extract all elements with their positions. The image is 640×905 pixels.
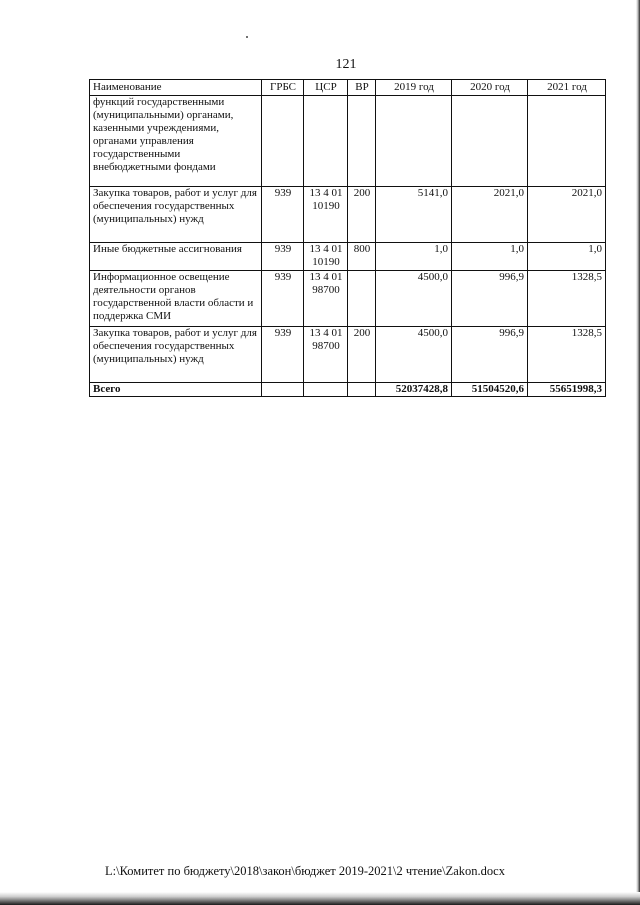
scan-edge-bottom (0, 892, 640, 905)
row-name: Иные бюджетные ассигнования (90, 243, 262, 271)
row-grbs (262, 96, 304, 187)
header-2019: 2019 год (376, 80, 452, 96)
total-label: Всего (90, 383, 262, 397)
row-value-2019 (376, 96, 452, 187)
header-csr: ЦСР (304, 80, 348, 96)
row-name: функций государственными (муниципальными) органами, казенными учреждениями, органами управления государственными внебюджетными фондами (90, 96, 262, 187)
total-vr-empty (348, 383, 376, 397)
header-2021: 2021 год (528, 80, 606, 96)
row-name: Закупка товаров, работ и услуг для обеспечения государственных (муниципальных) нужд (90, 187, 262, 243)
table-header-row (90, 80, 606, 96)
row-value-2021 (528, 96, 606, 187)
row-value-2019: 4500,0 (376, 271, 452, 327)
page-number: 121 (335, 57, 357, 72)
row-value-2021: 2021,0 (528, 187, 606, 243)
budget-table (89, 79, 606, 397)
header-vr: ВР (348, 80, 376, 96)
row-vr (348, 96, 376, 187)
row-value-2021: 1328,5 (528, 271, 606, 327)
row-grbs: 939 (262, 271, 304, 327)
row-name: Информационное освещение деятельности органов государственной власти области и поддержка СМИ (90, 271, 262, 327)
row-grbs: 939 (262, 327, 304, 383)
row-value-2020 (452, 96, 528, 187)
row-vr: 800 (348, 243, 376, 271)
row-vr: 200 (348, 327, 376, 383)
row-value-2019: 4500,0 (376, 327, 452, 383)
row-value-2020: 2021,0 (452, 187, 528, 243)
row-value-2020: 996,9 (452, 271, 528, 327)
row-value-2020: 1,0 (452, 243, 528, 271)
total-csr-empty (304, 383, 348, 397)
table-total-row (90, 383, 606, 397)
table-row (90, 271, 606, 327)
row-csr: 13 4 01 98700 (304, 271, 348, 327)
footer-file-path: L:\Комитет по бюджету\2018\закон\бюджет 2019-2021\2 чтение\Zakon.docx (105, 864, 505, 878)
table-row (90, 187, 606, 243)
header-grbs: ГРБС (262, 80, 304, 96)
row-grbs: 939 (262, 187, 304, 243)
total-grbs-empty (262, 383, 304, 397)
row-vr (348, 271, 376, 327)
row-value-2019: 1,0 (376, 243, 452, 271)
row-vr: 200 (348, 187, 376, 243)
row-name: Закупка товаров, работ и услуг для обеспечения государственных (муниципальных) нужд (90, 327, 262, 383)
scan-speck (246, 36, 248, 38)
table-row (90, 96, 606, 187)
row-csr: 13 4 01 10190 (304, 187, 348, 243)
row-grbs: 939 (262, 243, 304, 271)
header-name: Наименование (90, 80, 262, 96)
total-value-2020: 51504520,6 (452, 383, 528, 397)
row-value-2020: 996,9 (452, 327, 528, 383)
row-value-2019: 5141,0 (376, 187, 452, 243)
row-value-2021: 1328,5 (528, 327, 606, 383)
table-row (90, 243, 606, 271)
row-csr: 13 4 01 98700 (304, 327, 348, 383)
total-value-2019: 52037428,8 (376, 383, 452, 397)
scan-edge-right (636, 0, 640, 905)
row-value-2021: 1,0 (528, 243, 606, 271)
table-row (90, 327, 606, 383)
row-csr (304, 96, 348, 187)
total-value-2021: 55651998,3 (528, 383, 606, 397)
row-csr: 13 4 01 10190 (304, 243, 348, 271)
header-2020: 2020 год (452, 80, 528, 96)
